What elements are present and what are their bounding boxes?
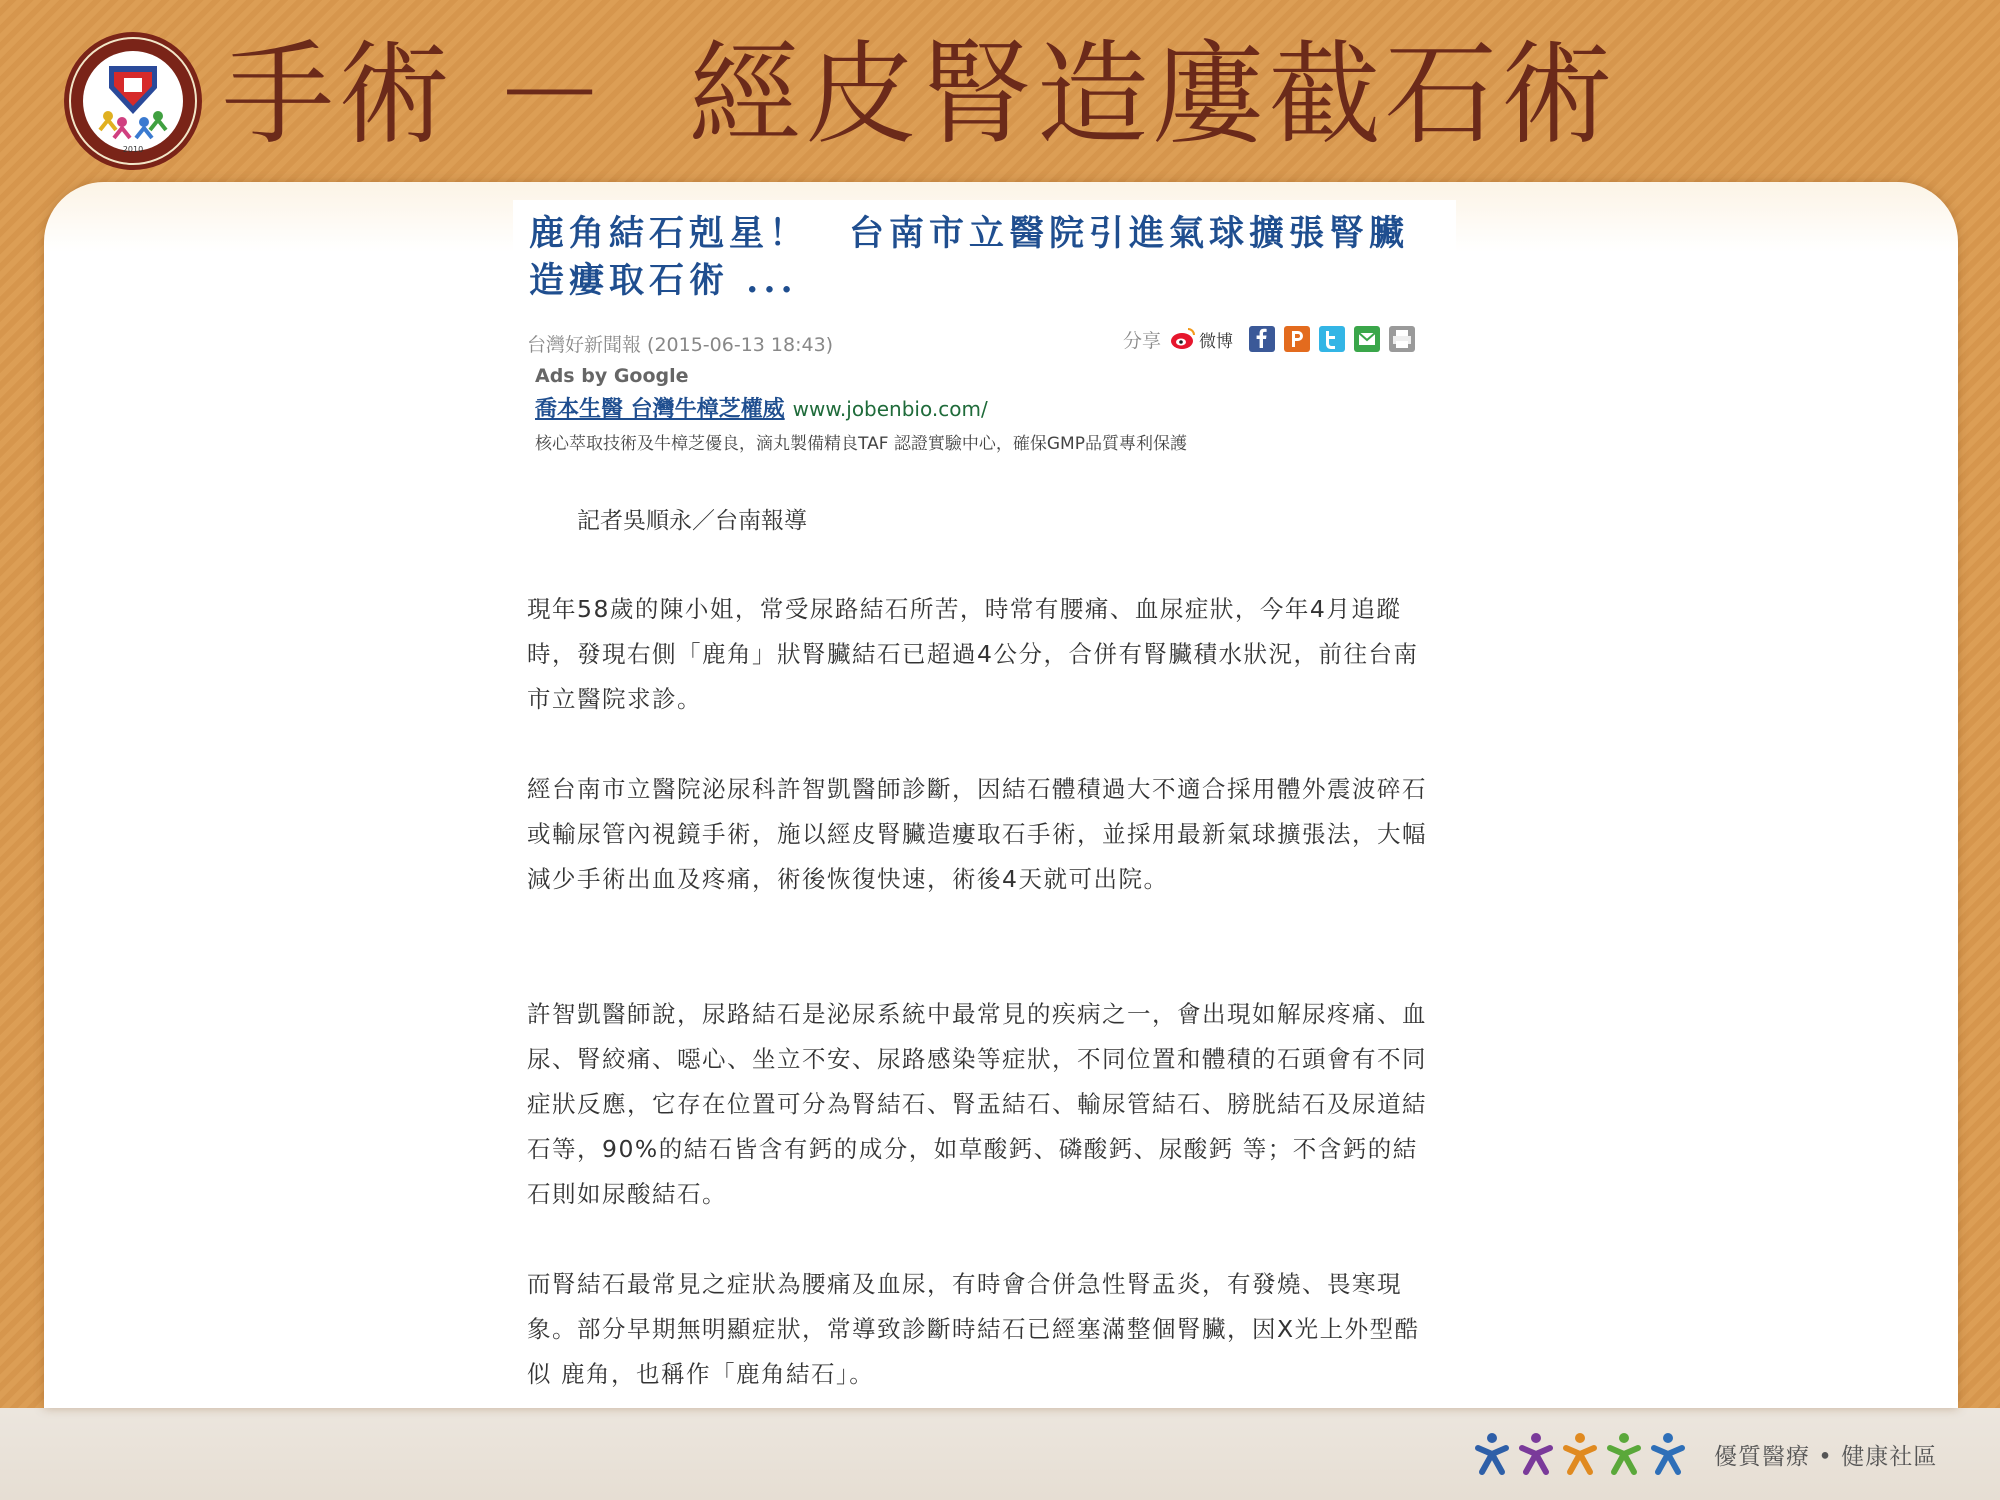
article-paragraph-3: 許智凱醫師說，尿路結石是泌尿系統中最常見的疾病之一，會出現如解尿疼痛、血尿、腎絞痛、噁心、坐立不安、尿路感染等症狀，不同位置和體積的石頭會有不同症狀反應，它存在位置可分為腎結石、腎盂結石、輸尿管結石、膀胱結石及尿道結石等，90%的結石皆含有鈣的成分，如草酸鈣、磷酸鈣、尿酸鈣 等；不含鈣的結石則如尿酸結石。 bbox=[527, 1000, 1427, 1208]
article-paragraph-1: 現年58歲的陳小姐，常受尿路結石所苦，時常有腰痛、血尿症狀，今年4月追蹤時，發現右側「鹿角」狀腎臟結石已超過4公分，合併有腎臟積水狀況，前往台南市立醫院求診。 bbox=[527, 595, 1419, 713]
share-label: 分享 bbox=[1123, 329, 1162, 352]
footer-branding bbox=[1474, 1426, 1937, 1482]
ad-description: 核心萃取技術及牛樟芝優良，滴丸製備精良TAF 認證實驗中心，確保GMP品質專利保護 bbox=[535, 434, 1187, 454]
ad-url-link[interactable]: www.jobenbio.com/ bbox=[792, 397, 988, 421]
share-toolbar bbox=[1123, 324, 1416, 354]
footer-slogan: 優質醫療 • 健康社區 bbox=[1714, 1443, 1938, 1470]
article-source-date: 台灣好新聞報 (2015-06-13 18:43) bbox=[527, 334, 834, 356]
article-paragraph-4: 而腎結石最常見之症狀為腰痛及血尿，有時會合併急性腎盂炎，有發燒、畏寒現象。部分早期無明顯症狀，常導致診斷時結石已經塞滿整個腎臟，因X光上外型酷似 鹿角，也稱作「鹿角結石」。 bbox=[527, 1270, 1420, 1388]
people-figures-icon bbox=[1474, 1426, 1706, 1482]
facebook-icon[interactable] bbox=[1248, 325, 1276, 353]
ads-label: Ads by Google bbox=[535, 365, 689, 387]
email-share-icon[interactable] bbox=[1353, 325, 1381, 353]
logo-year-text: 2010 bbox=[122, 145, 144, 154]
slide-title: 手術 － 經皮腎造廔截石術 bbox=[222, 30, 1617, 160]
hospital-emblem-logo bbox=[62, 30, 204, 172]
print-icon[interactable] bbox=[1388, 325, 1416, 353]
news-article-screenshot bbox=[513, 200, 1456, 1408]
article-byline: 記者吳順永／台南報導 bbox=[577, 508, 807, 534]
ad-title-link[interactable]: 喬本生醫 台灣牛樟芝權威 bbox=[535, 397, 785, 422]
article-headline[interactable]: 鹿角結石剋星！ 台南市立醫院引進氣球擴張腎臟造瘻取石術 ... bbox=[529, 213, 1410, 301]
weibo-label: 微博 bbox=[1199, 331, 1234, 352]
article-paragraph-2: 經台南市立醫院泌尿科許智凱醫師診斷，因結石體積過大不適合採用體外震波碎石或輸尿管內視鏡手術，施以經皮腎臟造瘻取石手術，並採用最新氣球擴張法，大幅減少手術出血及疼痛，術後恢復快速，術後4天就可出院。 bbox=[527, 775, 1427, 893]
twitter-icon[interactable] bbox=[1318, 325, 1346, 353]
weibo-share-button[interactable] bbox=[1170, 326, 1233, 352]
ad-line bbox=[535, 392, 988, 423]
weibo-icon bbox=[1170, 326, 1196, 352]
plurk-icon[interactable] bbox=[1283, 325, 1311, 353]
